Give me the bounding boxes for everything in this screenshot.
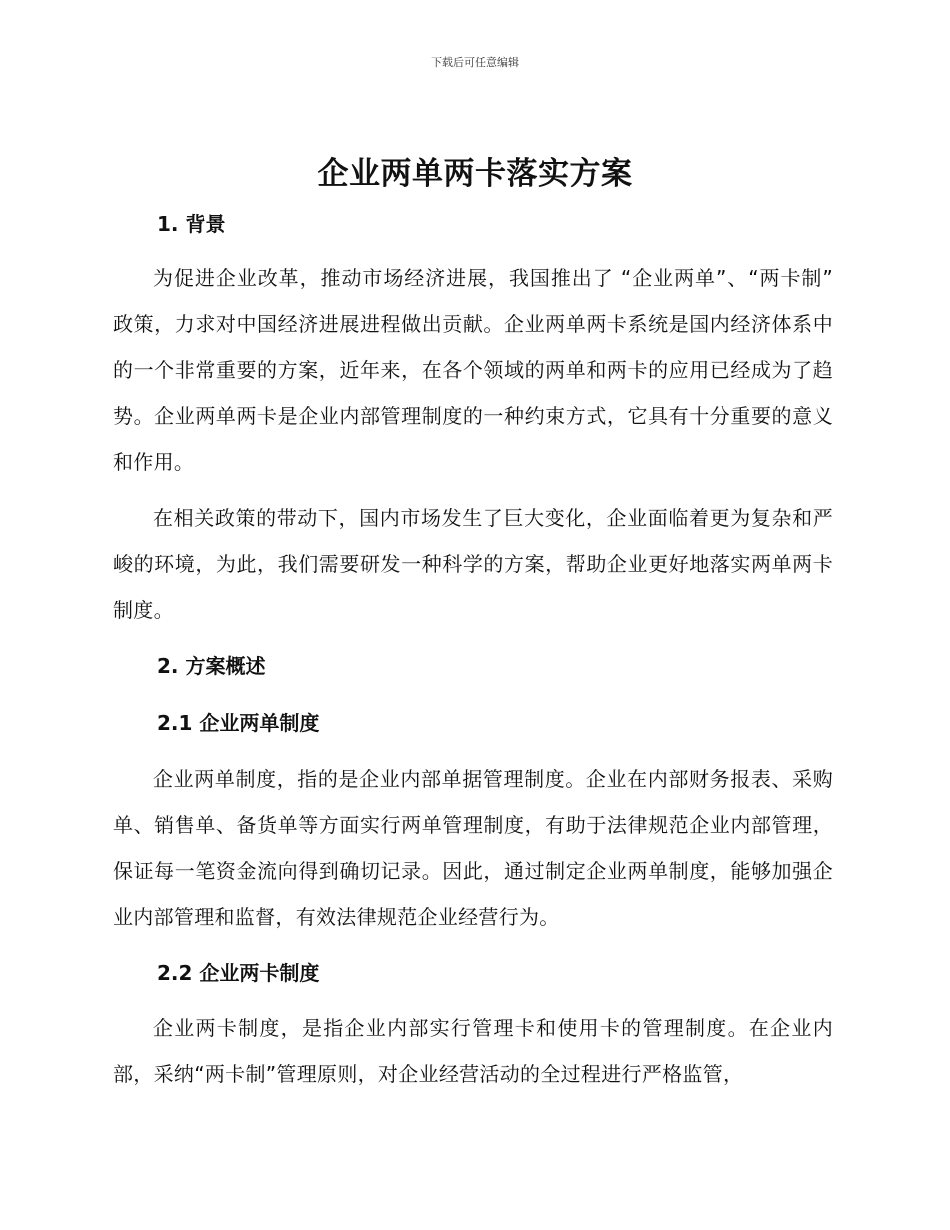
section-heading-background: 1. 背景 [157,212,226,236]
background-paragraph-2: 在相关政策的带动下，国内市场发生了巨大变化，企业面临着更为复杂和严峻的环境，为此，我们需要研发一种科学的方案，帮助企业更好地落实两单两卡制度。 [113,506,833,622]
section-heading-overview: 2. 方案概述 [157,654,266,678]
subsection-heading-two-cards: 2.2 企业两卡制度 [157,961,320,985]
document-title: 企业两单两卡落实方案 [317,156,633,192]
subsection-heading-two-lists: 2.1 企业两单制度 [157,711,320,735]
two-lists-paragraph: 企业两单制度，指的是企业内部单据管理制度。企业在内部财务报表、采购单、销售单、备货单等方面实行两单管理制度，有助于法律规范企业内部管理，保证每一笔资金流向得到确切记录。因此，通过制定企业两单制度，能够加强企业内部管理和监督，有效法律规范企业经营行为。 [113,767,833,929]
background-paragraph-1: 为促进企业改革，推动市场经济进展，我国推出了 “企业两单”、“两卡制” 政策，力求对中国经济进展进程做出贡献。企业两单两卡系统是国内经济体系中的一个非常重要的方案，近年来，在各个领域的两单和两卡的应用已经成为了趋势。企业两单两卡是企业内部管理制度的一种约束方式，它具有十分重要的意义和作用。 [113,266,833,474]
two-cards-paragraph: 企业两卡制度，是指企业内部实行管理卡和使用卡的管理制度。在企业内部，采纳“两卡制”管理原则，对企业经营活动的全过程进行严格监管， [113,1016,833,1086]
page-header-note: 下载后可任意编辑 [431,56,519,69]
